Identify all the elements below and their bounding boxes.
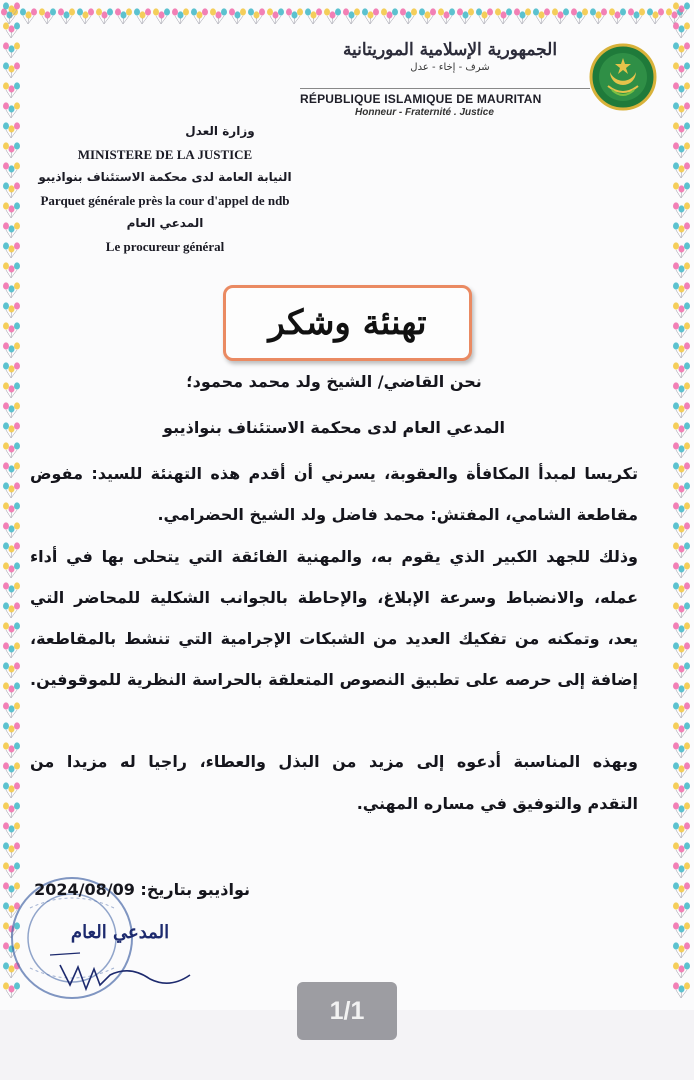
balloon-icon <box>672 680 691 700</box>
header-divider <box>300 88 590 89</box>
balloon-icon <box>672 20 691 40</box>
ministry-fr: MINISTERE DE LA JUSTICE <box>77 147 253 162</box>
national-seal-icon <box>588 42 658 112</box>
balloon-icon <box>2 780 21 800</box>
document-title: تهنئة وشكر <box>268 303 427 343</box>
balloon-icon <box>608 6 627 26</box>
balloon-icon <box>2 300 21 320</box>
balloon-icon <box>2 500 21 520</box>
balloon-border-right <box>672 0 694 1000</box>
balloon-icon <box>2 340 21 360</box>
balloon-icon <box>342 6 361 26</box>
balloon-icon <box>672 440 691 460</box>
balloon-icon <box>2 620 21 640</box>
balloon-icon <box>228 6 247 26</box>
balloon-icon <box>672 640 691 660</box>
balloon-icon <box>190 6 209 26</box>
balloon-icon <box>456 6 475 26</box>
balloon-icon <box>672 980 691 1000</box>
balloon-icon <box>672 960 691 980</box>
balloon-icon <box>2 720 21 740</box>
balloon-icon <box>399 6 418 26</box>
parquet-ar: النيابة العامة لدى محكمة الاستئناف بنواذيبو <box>38 170 292 184</box>
body-line-3: تكريسا لمبدأ المكافأة والعقوبة، يسرني أن أقدم هذه التهنئة للسيد: مفوض <box>30 464 638 483</box>
balloon-icon <box>361 6 380 26</box>
balloon-icon <box>589 6 608 26</box>
balloon-icon <box>2 20 21 40</box>
balloon-icon <box>672 580 691 600</box>
balloon-icon <box>114 6 133 26</box>
balloon-icon <box>672 40 691 60</box>
balloon-icon <box>672 300 691 320</box>
balloon-icon <box>95 6 114 26</box>
balloon-icon <box>672 80 691 100</box>
balloon-icon <box>152 6 171 26</box>
balloon-icon <box>672 340 691 360</box>
balloon-icon <box>672 780 691 800</box>
balloon-icon <box>2 420 21 440</box>
balloon-icon <box>2 520 21 540</box>
page-indicator: 1/1 <box>297 982 397 1040</box>
balloon-icon <box>672 840 691 860</box>
balloon-icon <box>304 6 323 26</box>
balloon-icon <box>133 6 152 26</box>
ministry-ar: وزارة العدل <box>185 124 255 138</box>
balloon-icon <box>2 380 21 400</box>
handwritten-signature <box>40 945 240 1005</box>
balloon-icon <box>266 6 285 26</box>
country-name-fr: RÉPUBLIQUE ISLAMIQUE DE MAURITAN <box>300 92 542 106</box>
body-line-6: عمله، والانضباط وسرعة الإبلاغ، والإحاطة بالجوانب الشكلية للمحاضر التي <box>30 588 638 607</box>
balloon-icon <box>2 840 21 860</box>
balloon-icon <box>672 480 691 500</box>
balloon-icon <box>285 6 304 26</box>
balloon-icon <box>209 6 228 26</box>
balloon-icon <box>672 900 691 920</box>
balloon-icon <box>2 360 21 380</box>
balloon-icon <box>672 280 691 300</box>
balloon-icon <box>2 580 21 600</box>
balloon-icon <box>2 320 21 340</box>
balloon-icon <box>672 0 691 20</box>
motto-ar: شرف - إخاء - عدل <box>410 62 490 73</box>
balloon-icon <box>672 360 691 380</box>
signer-title: المدعي العام <box>70 922 170 943</box>
balloon-icon <box>672 560 691 580</box>
balloon-border-top <box>0 6 684 28</box>
balloon-icon <box>513 6 532 26</box>
republic-header <box>300 40 600 73</box>
balloon-icon <box>2 600 21 620</box>
balloon-icon <box>672 320 691 340</box>
balloon-icon <box>475 6 494 26</box>
body-line-1: نحن القاضي/ الشيخ ولد محمد محمود؛ <box>186 372 482 391</box>
balloon-icon <box>672 700 691 720</box>
balloon-icon <box>494 6 513 26</box>
balloon-icon <box>2 800 21 820</box>
balloon-icon <box>532 6 551 26</box>
body-line-5: وذلك للجهد الكبير الذي يقوم به، والمهنية الفائقة التي يتحلى بها في أداء <box>30 547 638 566</box>
balloon-icon <box>672 380 691 400</box>
balloon-icon <box>437 6 456 26</box>
balloon-icon <box>2 60 21 80</box>
body-line-8: إضافة إلى حرصه على تطبيق النصوص المتعلقة بالحراسة النظرية للموقوفين. <box>30 670 638 689</box>
balloon-icon <box>672 60 691 80</box>
balloon-icon <box>672 180 691 200</box>
balloon-icon <box>2 640 21 660</box>
balloon-icon <box>672 460 691 480</box>
motto-fr: Honneur - Fraternité . Justice <box>355 107 494 118</box>
balloon-icon <box>171 6 190 26</box>
balloon-icon <box>672 940 691 960</box>
document-title-box <box>223 285 472 361</box>
balloon-icon <box>2 540 21 560</box>
body-line-7: يعد، وتمكنه من تفكيك العديد من الشبكات الإجرامية التي تنشط بالمقاطعة، <box>30 629 638 648</box>
balloon-icon <box>672 880 691 900</box>
balloon-icon <box>2 660 21 680</box>
ministry-block <box>0 120 330 258</box>
balloon-icon <box>2 460 21 480</box>
balloon-icon <box>323 6 342 26</box>
balloon-icon <box>672 660 691 680</box>
balloon-icon <box>627 6 646 26</box>
balloon-icon <box>570 6 589 26</box>
balloon-icon <box>2 280 21 300</box>
balloon-icon <box>2 80 21 100</box>
balloon-icon <box>2 480 21 500</box>
balloon-icon <box>76 6 95 26</box>
balloon-icon <box>672 400 691 420</box>
balloon-icon <box>418 6 437 26</box>
balloon-icon <box>672 260 691 280</box>
parquet-fr: Parquet générale près la cour d'appel de ndb <box>40 193 290 208</box>
procureur-ar: المدعي العام <box>126 216 204 230</box>
balloon-icon <box>2 680 21 700</box>
balloon-icon <box>2 100 21 120</box>
procureur-fr: Le procureur général <box>105 239 225 254</box>
body-line-4: مقاطعة الشامي، المفتش: محمد فاضل ولد الشيخ الحضرامي. <box>157 505 638 524</box>
balloon-icon <box>2 740 21 760</box>
balloon-icon <box>672 760 691 780</box>
balloon-icon <box>2 700 21 720</box>
balloon-icon <box>672 820 691 840</box>
balloon-icon <box>2 440 21 460</box>
balloon-icon <box>672 620 691 640</box>
balloon-icon <box>672 500 691 520</box>
body-line-9: وبهذه المناسبة أدعوه إلى مزيد من البذل والعطاء، راجيا له مزيدا من <box>30 752 638 771</box>
balloon-icon <box>2 560 21 580</box>
balloon-icon <box>2 820 21 840</box>
balloon-icon <box>380 6 399 26</box>
balloon-icon <box>672 100 691 120</box>
balloon-icon <box>2 260 21 280</box>
balloon-icon <box>672 740 691 760</box>
balloon-icon <box>672 600 691 620</box>
balloon-icon <box>2 40 21 60</box>
balloon-icon <box>672 200 691 220</box>
balloon-icon <box>38 6 57 26</box>
balloon-icon <box>247 6 266 26</box>
balloon-icon <box>646 6 665 26</box>
body-line-10: التقدم والتوفيق في مساره المهني. <box>356 794 638 813</box>
balloon-icon <box>672 120 691 140</box>
balloon-icon <box>672 420 691 440</box>
country-name-ar: الجمهورية الإسلامية الموريتانية <box>342 40 558 60</box>
balloon-icon <box>672 860 691 880</box>
balloon-icon <box>2 760 21 780</box>
balloon-icon <box>57 6 76 26</box>
balloon-icon <box>551 6 570 26</box>
balloon-icon <box>672 220 691 240</box>
balloon-icon <box>672 160 691 180</box>
balloon-icon <box>672 920 691 940</box>
body-line-2: المدعي العام لدى محكمة الاستئناف بنواذيبو <box>163 418 505 437</box>
date-line: نواذيبو بتاريخ: 2024/08/09 <box>34 880 250 899</box>
balloon-icon <box>2 0 21 20</box>
balloon-icon <box>672 720 691 740</box>
balloon-icon <box>672 800 691 820</box>
balloon-icon <box>672 520 691 540</box>
balloon-icon <box>672 140 691 160</box>
balloon-icon <box>672 240 691 260</box>
balloon-icon <box>672 540 691 560</box>
balloon-icon <box>2 400 21 420</box>
